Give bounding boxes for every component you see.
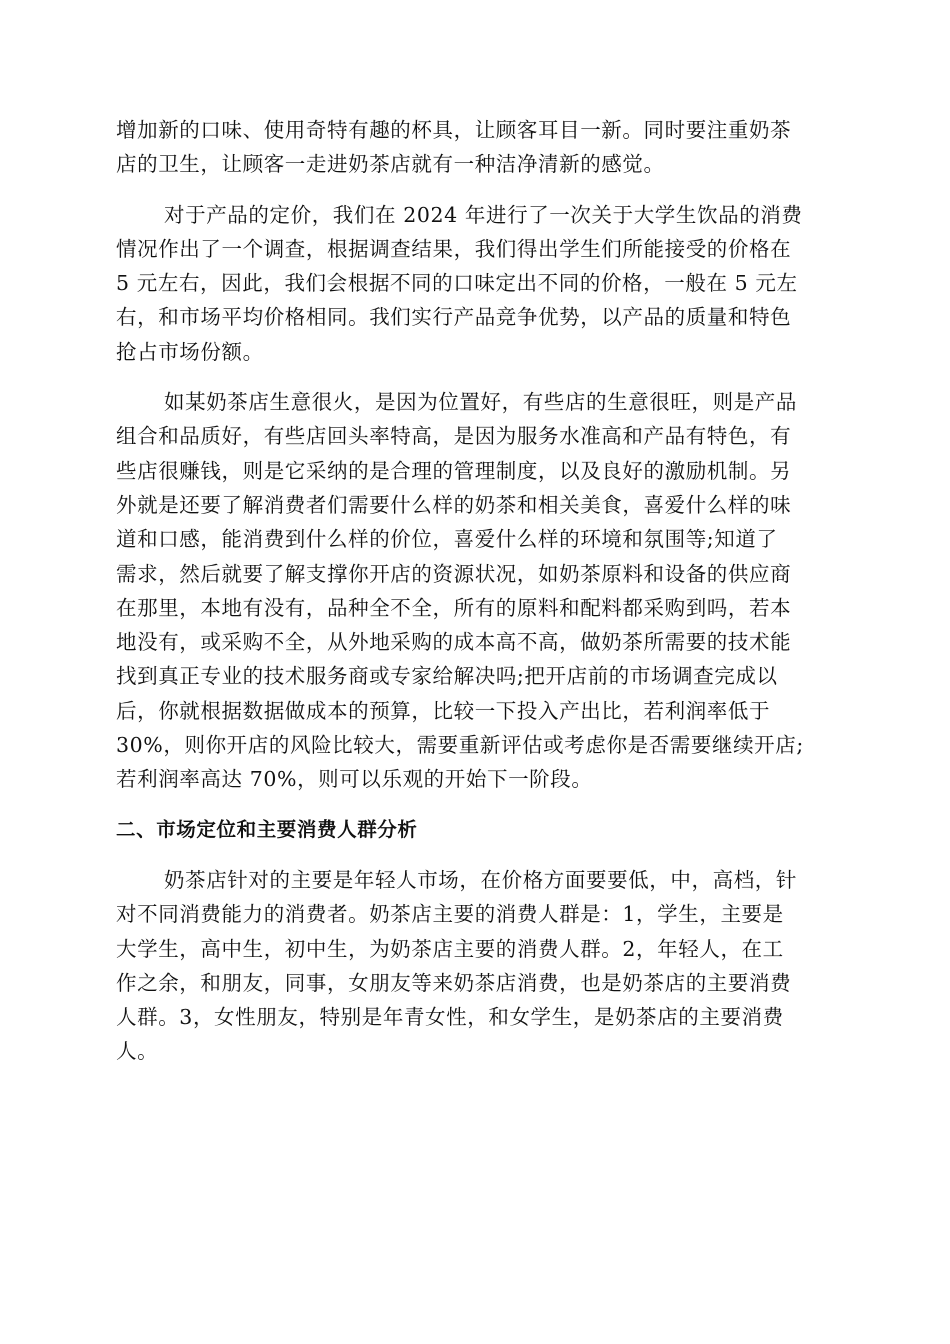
- text-line: 在那里，本地有没有，品种全不全，所有的原料和配料都采购到吗，若本: [116, 595, 792, 620]
- text-line: 道和口感，能消费到什么样的价位，喜爱什么样的环境和氛围等;知道了: [116, 527, 778, 552]
- text-line: 5 元左右，因此，我们会根据不同的口味定出不同的价格，一般在 5 元左: [116, 271, 798, 296]
- text-line: 对于产品的定价，我们在 2024 年进行了一次关于大学生饮品的消费: [164, 202, 803, 227]
- text-line: 人群。3，女性朋友，特别是年青女性，和女学生，是奶茶店的主要消费: [116, 1005, 784, 1030]
- document-body: [116, 113, 834, 1069]
- text-line: 组合和品质好，有些店回头率特高，是因为服务水准高和产品有特色，有: [116, 424, 792, 449]
- text-line: 些店很赚钱，则是它采纳的是合理的管理制度，以及良好的激励机制。另: [116, 458, 792, 483]
- text-line: 地没有，或采购不全，从外地采购的成本高不高，做奶茶所需要的技术能: [116, 630, 792, 655]
- text-line: 若利润率高达 70%，则可以乐观的开始下一阶段。: [116, 767, 593, 792]
- text-line: 后，你就根据数据做成本的预算，比较一下投入产出比，若利润率低于: [116, 698, 771, 723]
- text-line: 大学生，高中生，初中生，为奶茶店主要的消费人群。2，年轻人，在工: [116, 936, 784, 961]
- text-line: 抢占市场份额。: [116, 339, 264, 364]
- section-heading: 二、市场定位和主要消费人群分析: [116, 817, 418, 841]
- paragraph-2: [116, 198, 834, 369]
- paragraph-4: [116, 863, 834, 1069]
- text-line: 奶茶店针对的主要是年轻人市场，在价格方面要要低，中，高档，针: [164, 867, 797, 892]
- text-line: 人。: [116, 1039, 159, 1064]
- text-line: 如某奶茶店生意很火，是因为位置好，有些店的生意很旺，则是产品: [164, 390, 797, 415]
- paragraph-3: [116, 385, 834, 797]
- text-line: 增加新的口味、使用奇特有趣的杯具，让顾客耳目一新。同时要注重奶茶: [116, 118, 792, 142]
- text-line: 需求，然后就要了解支撑你开店的资源状况，如奶茶原料和设备的供应商: [116, 561, 792, 586]
- text-line: 店的卫生，让顾客一走进奶茶店就有一种洁净清新的感觉。: [116, 152, 665, 177]
- text-line: 找到真正专业的技术服务商或专家给解决吗;把开店前的市场调查完成以: [116, 664, 778, 689]
- text-line: 外就是还要了解消费者们需要什么样的奶茶和相关美食，喜爱什么样的味: [116, 492, 792, 517]
- text-line: 30%，则你开店的风险比较大，需要重新评估或考虑你是否需要继续开店;: [116, 733, 804, 758]
- text-line: 右，和市场平均价格相同。我们实行产品竞争优势，以产品的质量和特色: [116, 305, 792, 330]
- text-line: 对不同消费能力的消费者。奶茶店主要的消费人群是：1，学生，主要是: [116, 902, 784, 927]
- text-line: 作之余，和朋友，同事，女朋友等来奶茶店消费，也是奶茶店的主要消费: [116, 970, 792, 995]
- text-line: 情况作出了一个调查，根据调查结果，我们得出学生们所能接受的价格在: [116, 236, 792, 261]
- paragraph-1: [116, 113, 834, 182]
